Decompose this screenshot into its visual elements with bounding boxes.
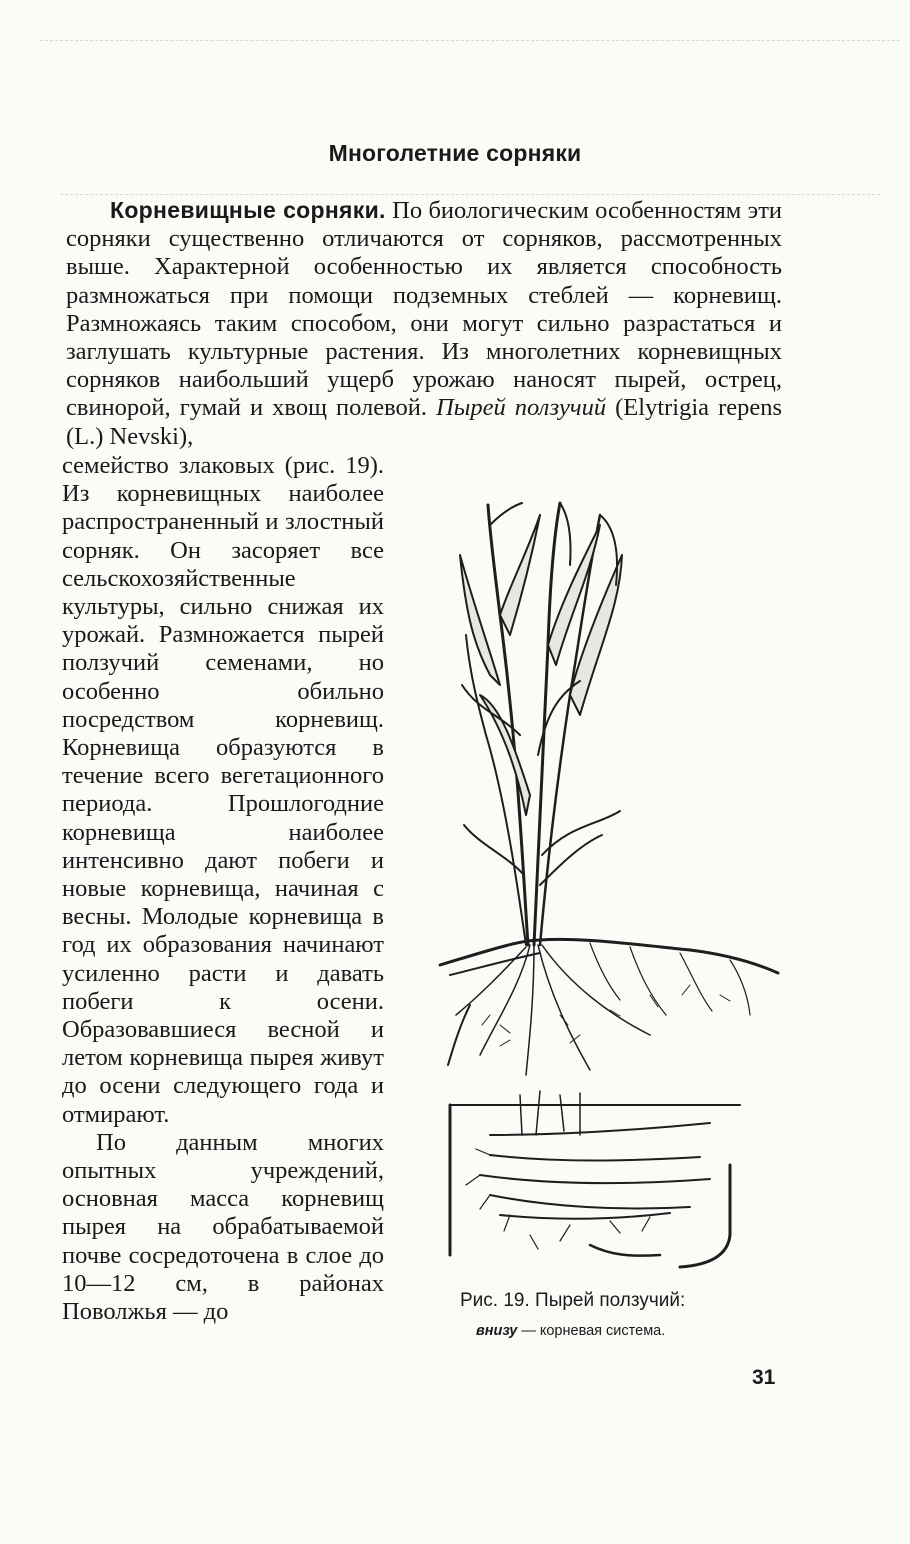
plant-illustration	[430, 495, 790, 1285]
couch-grass-drawing	[430, 495, 790, 1285]
scan-artifact-line	[40, 40, 900, 41]
column-paragraph-2: По данным многих опытных учреждений, основная масса корневищ пырея на обрабатываемой почве сосредоточена в слое до 10—12 см, в районах Поволжья — до	[62, 1128, 384, 1326]
figure-caption: Рис. 19. Пырей ползучий:	[460, 1290, 686, 1311]
figure-subcaption	[476, 1323, 756, 1339]
text-column	[62, 452, 384, 1326]
scan-artifact-line	[60, 194, 880, 195]
species-name: Пырей ползучий	[436, 394, 607, 422]
page-number: 31	[752, 1366, 776, 1389]
section-heading: Многолетние сорняки	[328, 140, 582, 166]
intro-paragraph	[66, 196, 782, 451]
species-latin: (Elytrigia repens (L.) Nevski),	[66, 394, 783, 450]
subcaption-text: — корневая система.	[521, 1323, 666, 1339]
subcaption-italic: внизу	[476, 1323, 518, 1339]
subsection-lead: Корневищные сорняки.	[110, 197, 386, 223]
column-paragraph-1: семейство злаковых (рис. 19). Из корневищных наиболее распространенный и злостный сорняк. Он засоряет все сельскохозяйственные культуры, сильно снижая их урожай. Размножается пырей ползучий семенами, но особенно обильно посредством корневищ. Корневища образуются в течение всего вегетационного периода. Прошлогодние корневища наиболее интенсивно дают побеги и новые корневища, начиная с весны. Молодые корневища в год их образования начинают усиленно расти и давать побеги к осени. Образовавшиеся весной и летом корневища пырея живут до осени следующего года и отмирают.	[62, 452, 384, 1128]
intro-text: По биологическим особенностям эти сорняки существенно отличаются от сорняков, рассмотренных выше. Характерной особенностью их является способность размножаться при помощи подземных стеблей — корневищ. Размножаясь таким способом, они могут сильно разрастаться и заглушать культурные растения. Из многолетних корневищных сорняков наибольший ущерб урожаю наносят пырей, острец, свинорой, гумай и хвощ полевой.	[66, 197, 783, 422]
